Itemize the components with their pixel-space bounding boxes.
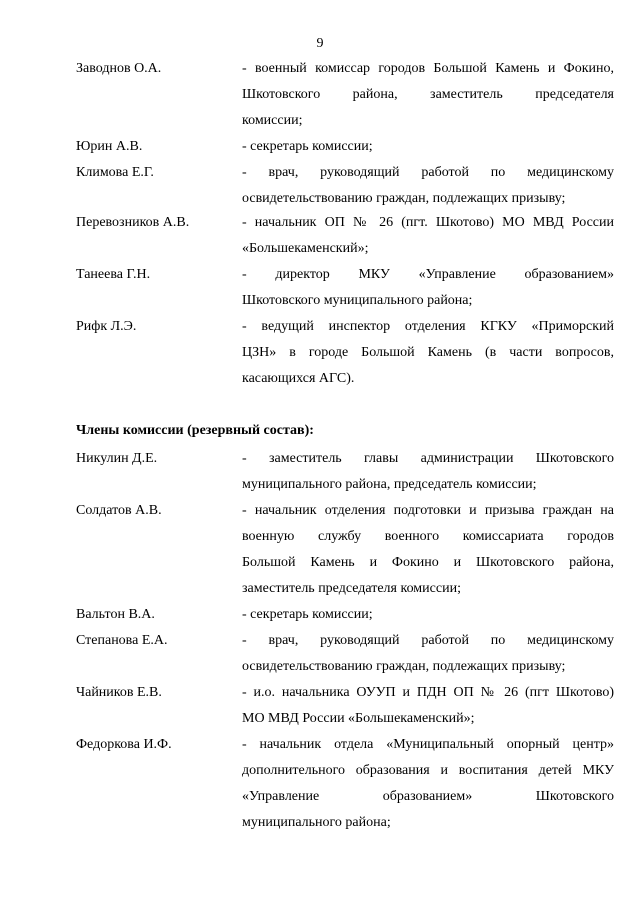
member-role [242,314,614,392]
role-line: муниципального района, председатель комиссии; [242,477,537,492]
member-name: Степанова Е.А. [76,633,168,648]
member-role [242,210,614,262]
member-name: Никулин Д.Е. [76,451,158,466]
member-name: Вальтон В.А. [76,607,155,622]
role-line: «Управление образованием» Шкотовского [242,789,614,804]
section-title: Члены комиссии (резервный состав): [76,423,314,438]
role-line: МО МВД России «Большекаменский»; [242,711,475,726]
role-line: освидетельствованию граждан, подлежащих призыву; [242,659,566,674]
role-line: - врач, руководящий работой по медицинскому [242,633,614,648]
member-name: Юрин А.В. [76,139,143,154]
member-role [242,134,614,160]
role-line: - военный комиссар городов Большой Камень и Фокино, [242,61,614,76]
role-line: военную службу военного комиссариата городов [242,529,614,544]
page-number: 9 [316,36,324,51]
role-line: Большой Камень и Фокино и Шкотовского района, [242,555,614,570]
member-role [242,160,614,212]
role-line: - начальник ОП № 26 (пгт. Шкотово) МО МВД России [242,215,614,230]
member-name: Чайников Е.В. [76,685,162,700]
member-role [242,602,614,628]
member-role [242,56,614,134]
member-name: Танеева Г.Н. [76,267,151,282]
role-line: - секретарь комиссии; [242,607,373,622]
member-role [242,262,614,314]
role-line: освидетельствованию граждан, подлежащих призыву; [242,191,566,206]
role-line: - врач, руководящий работой по медицинскому [242,165,614,180]
role-line: заместитель председателя комиссии; [242,581,461,596]
member-name: Заводнов О.А. [76,61,162,76]
role-line: - ведущий инспектор отделения КГКУ «Приморский [242,319,614,334]
role-line: касающихся АГС). [242,371,355,386]
role-line: - заместитель главы администрации Шкотовского [242,451,614,466]
member-role [242,446,614,498]
role-line: дополнительного образования и воспитания детей МКУ [242,763,614,778]
member-name: Рифк Л.Э. [76,319,137,334]
role-line: - секретарь комиссии; [242,139,373,154]
role-line: - начальник отделения подготовки и призыва граждан на [242,503,614,518]
role-line: - начальник отдела «Муниципальный опорный центр» [242,737,614,752]
role-line: «Большекаменский»; [242,241,369,256]
member-name: Федоркова И.Ф. [76,737,172,752]
member-name: Солдатов А.В. [76,503,162,518]
role-line: Шкотовского района, заместитель председателя [242,87,614,102]
member-name: Климова Е.Г. [76,165,154,180]
member-role [242,680,614,732]
role-line: ЦЗН» в городе Большой Камень (в части вопросов, [242,345,614,360]
role-line: муниципального района; [242,815,391,830]
member-role [242,732,614,836]
member-role [242,498,614,602]
role-line: Шкотовского муниципального района; [242,293,473,308]
role-line: комиссии; [242,113,303,128]
member-role [242,628,614,680]
member-name: Перевозников А.В. [76,215,190,230]
role-line: - директор МКУ «Управление образованием» [242,267,614,282]
role-line: - и.о. начальника ОУУП и ПДН ОП № 26 (пгт Шкотово) [242,685,614,700]
